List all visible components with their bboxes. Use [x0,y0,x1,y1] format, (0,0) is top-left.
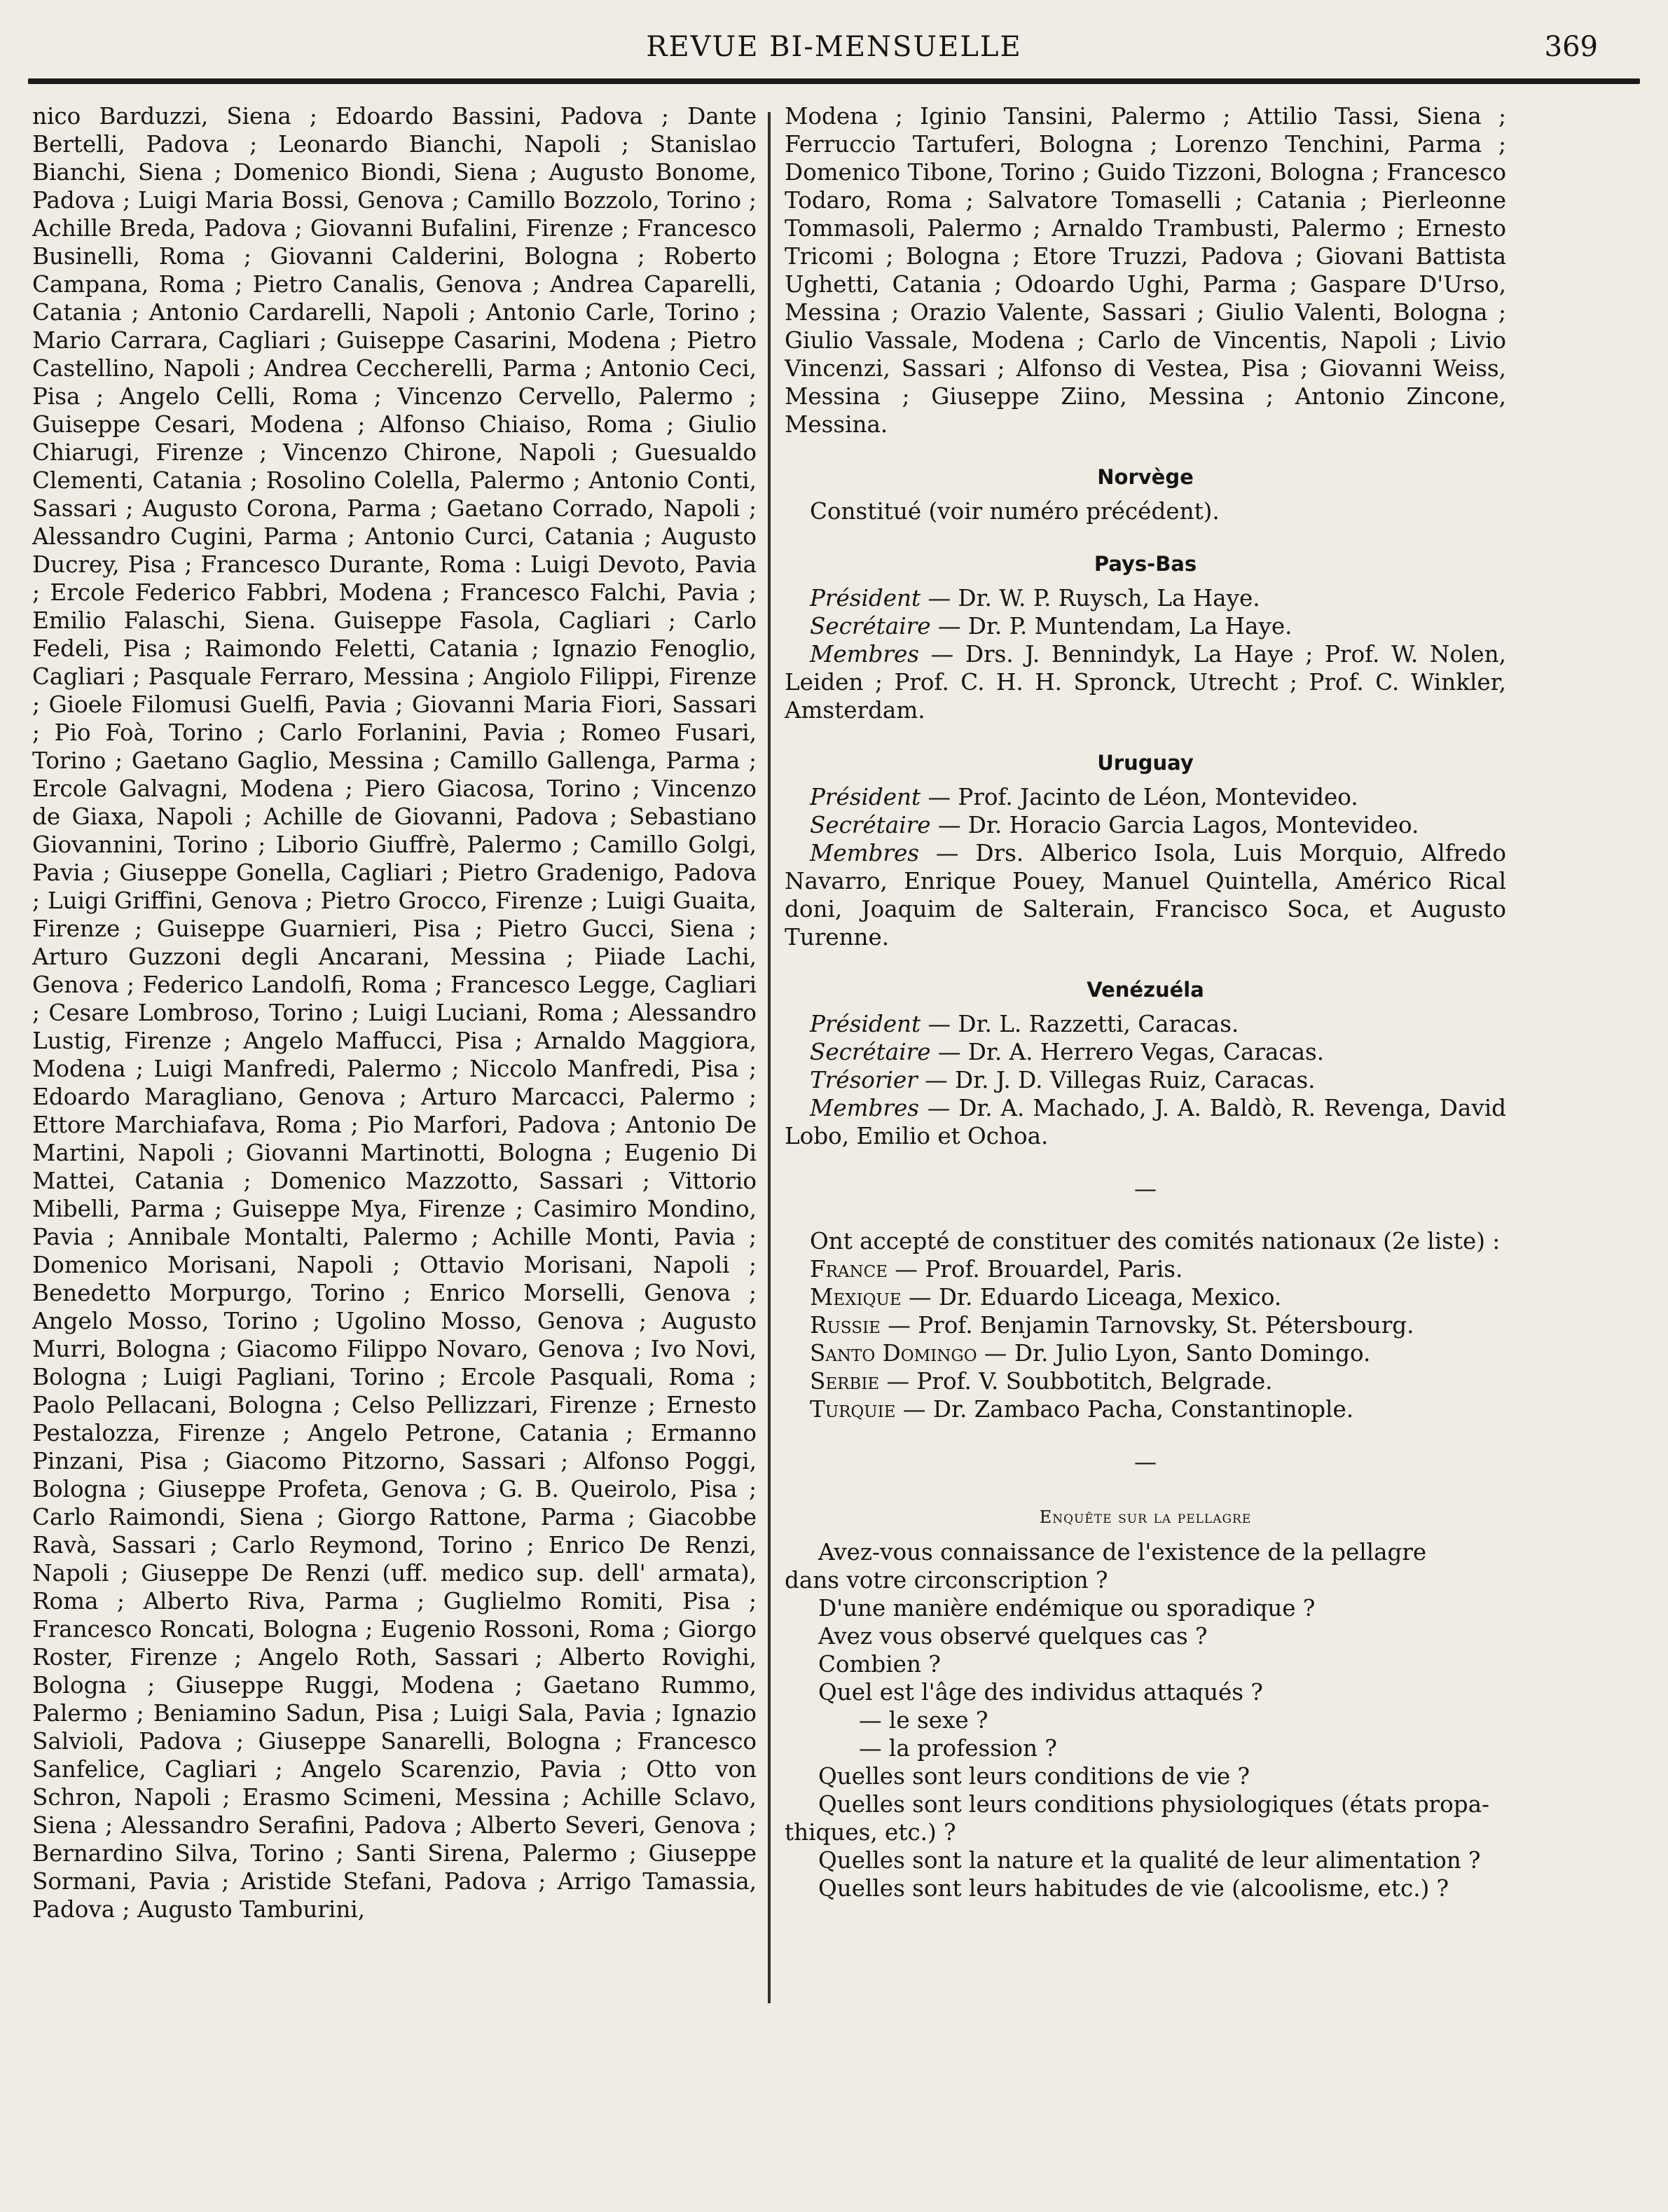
uruguay-membres [785,839,1506,951]
comite-text: — Prof. Benjamin Tarnovsky, St. Pétersbourg. [880,1312,1414,1339]
pays-bas-membres [785,640,1506,724]
role-text: — Dr. W. P. Ruysch, La Haye. [921,585,1260,611]
enquete-question-cont: dans votre circonscription ? [785,1567,1108,1594]
role-text: — Dr. Horacio Garcia Lagos, Montevideo. [930,812,1419,838]
comite-entry [785,1395,1506,1423]
uruguay-president [785,783,1506,811]
country-name: Mexique [810,1284,902,1311]
country-name: Russie [810,1312,881,1339]
header-rule [28,78,1640,84]
page-number: 369 [1544,31,1598,63]
enquete-question: — la profession ? [859,1735,1057,1762]
enquete-question: Quel est l'âge des individus attaqués ? [818,1679,1263,1706]
role-label: Président [810,585,921,611]
section-title-uruguay: Uruguay [1097,751,1194,775]
member-list-italy: nico Barduzzi, Siena ; Edoardo Bassini, Padova ; Dante Bertelli, Padova ; Leonardo Bianchi, Napoli ; Stanislao Bianchi, Siena ; Domenico Biondi, Siena ; Augusto Bonome, Padova ; Luigi Maria Bossi, Genova ; Camillo Bozzolo, Torino ; Achille Breda, Padova ; Giovanni Bufalini, Firenze ; Francesco Businelli, Roma ; Giovanni Calderini, Bologna ; Roberto Campana, Roma ; Pietro Canalis, Genova ; Andrea Caparelli, Catania ; Antonio Cardarelli, Napoli ; Antonio Carle, Torino ; Mario Carrara, Cagliari ; Guiseppe Casarini, Modena ; Pietro Castellino, Napoli ; Andrea Ceccherelli, Parma ; Antonio Ceci, Pisa ; Angelo Celli, Roma ; Vincenzo Cervello, Palermo ; Guiseppe Cesari, Modena ; Alfonso Chiaiso, Roma ; Giulio Chiarugi, Firenze ; Vincenzo Chirone, Napoli ; Guesualdo Clementi, Catania ; Rosolino Colella, Palermo ; Antonio Conti, Sassari ; Augusto Corona, Parma ; Gaetano Corrado, Napoli ; Alessandro Cugini, Parma ; Antonio Curci, Catania ; Augusto Ducrey, Pisa ; Francesco Durante, Roma : Luigi Devoto, Pavia ; Ercole Federico Fabbri, Modena ; Francesco Falchi, Pavia ; Emilio Falaschi, Siena. Guiseppe Fasola, Cagliari ; Carlo Fedeli, Pisa ; Raimondo Feletti, Catania ; Ignazio Fenoglio, Cagliari ; Pasquale Ferraro, Messina ; Angiolo Filippi, Firenze ; Gioele Filomusi Guelfi, Pavia ; Giovanni Maria Fiori, Sassari ; Pio Foà, Torino ; Carlo Forlanini, Pavia ; Romeo Fusari, Torino ; Gaetano Gaglio, Messina ; Camillo Gallenga, Parma ; Ercole Galvagni, Modena ; Piero Giacosa, Torino ; Vincenzo de Giaxa, Napoli ; Achille de Giovanni, Padova ; Sebastiano Giovannini, Torino ; Liborio Giuffrè, Palermo ; Camillo Golgi, Pavia ; Giuseppe Gonella, Cagliari ; Pietro Gradenigo, Padova ; Luigi Griffini, Genova ; Pietro Grocco, Firenze ; Luigi Guaita, Firenze ; Guiseppe Guarnieri, Pisa ; Pietro Gucci, Siena ; Arturo Guzzoni degli Ancarani, Messina ; Piiade Lachi, Genova ; Federico Landolfi, Roma ; Francesco Legge, Cagliari ; Cesare Lombroso, Torino ; Luigi Luciani, Roma ; Alessandro Lustig, Firenze ; Angelo Maffucci, Pisa ; Arnaldo Maggiora, Modena ; Luigi Manfredi, Palermo ; Niccolo Manfredi, Pisa ; Edoardo Maragliano, Genova ; Arturo Marcacci, Palermo ; Ettore Marchiafava, Roma ; Pio Marfori, Padova ; Antonio De Martini, Napoli ; Giovanni Martinotti, Bologna ; Eugenio Di Mattei, Catania ; Domenico Mazzotto, Sassari ; Vittorio Mibelli, Parma ; Guiseppe Mya, Firenze ; Casimiro Mondino, Pavia ; Annibale Montalti, Palermo ; Achille Monti, Pavia ; Domenico Morisani, Napoli ; Ottavio Morisani, Napoli ; Benedetto Morpurgo, Torino ; Enrico Morselli, Genova ; Angelo Mosso, Torino ; Ugolino Mosso, Genova ; Augusto Murri, Bologna ; Giacomo Filippo Novaro, Genova ; Ivo Novi, Bologna ; Luigi Pagliani, Torino ; Ercole Pasquali, Roma ; Paolo Pellacani, Bologna ; Celso Pellizzari, Firenze ; Ernesto Pestalozza, Firenze ; Angelo Petrone, Catania ; Ermanno Pinzani, Pisa ; Giacomo Pitzorno, Sassari ; Alfonso Poggi, Bologna ; Giuseppe Profeta, Genova ; G. B. Queirolo, Pisa ; Carlo Raimondi, Siena ; Giorgo Rattone, Parma ; Giacobbe Ravà, Sassari ; Carlo Reymond, Torino ; Enrico De Renzi, Napoli ; Giuseppe De Renzi (uff. medico sup. dell' armata), Roma ; Alberto Riva, Parma ; Guglielmo Romiti, Pisa ; Francesco Roncati, Bologna ; Eugenio Rossoni, Roma ; Giorgo Roster, Firenze ; Angelo Roth, Sassari ; Alberto Rovighi, Bologna ; Giuseppe Ruggi, Modena ; Gaetano Rummo, Palermo ; Beniamino Sadun, Pisa ; Luigi Sala, Pavia ; Ignazio Salvioli, Padova ; Giuseppe Sanarelli, Bologna ; Francesco Sanfelice, Cagliari ; Angelo Scarenzio, Pavia ; Otto von Schron, Napoli ; Erasmo Scimeni, Messina ; Achille Sclavo, Siena ; Alessandro Serafini, Padova ; Alberto Severi, Genova ; Bernardino Silva, Torino ; Santi Sirena, Palermo ; Giuseppe Sormani, Pavia ; Aristide Stefani, Padova ; Arrigo Tamassia, Padova ; Augusto Tamburini, [32,103,757,1923]
venezuela-membres [785,1094,1506,1150]
role-label: Secrétaire [810,613,931,640]
role-label: Président [810,784,921,810]
enquete-question: Quelles sont leurs conditions de vie ? [818,1763,1250,1790]
role-label: Secrétaire [810,812,931,838]
role-label: Membres [810,840,919,866]
enquete-question: — le sexe ? [859,1707,988,1734]
country-name: Turquie [810,1396,896,1423]
section-title-pays-bas: Pays-Bas [1094,552,1197,576]
section-title-venezuela: Venézuéla [1087,978,1204,1002]
section-title-norvege: Norvège [1097,465,1194,489]
enquete-question-cont: thiques, etc.) ? [785,1819,956,1846]
role-label: Trésorier [810,1067,918,1093]
page-header [28,25,1640,88]
norvege-text: Constitué (voir numéro précédent). [810,498,1220,525]
role-text: — Dr. P. Muntendam, La Haye. [930,613,1293,640]
enquete-question: Quelles sont la nature et la qualité de leur alimentation ? [818,1847,1481,1874]
comite-entry [785,1339,1506,1367]
comite-text: — Dr. Zambaco Pacha, Constantinople. [895,1396,1354,1423]
role-text: — Drs. Alberico Isola, Luis Morquio, Alfredo Navarro, Enrique Pouey, Manuel Quintella, Américo Rical doni, Joaquim de Salterain, Francisco Soca, et Augusto Turenne. [785,840,1506,951]
comite-text: — Dr. Eduardo Liceaga, Mexico. [901,1284,1282,1311]
enquete-question: Avez vous observé quelques cas ? [818,1623,1208,1650]
role-text: — Dr. J. D. Villegas Ruiz, Caracas. [917,1067,1316,1093]
comite-text: — Dr. Julio Lyon, Santo Domingo. [977,1340,1371,1367]
role-text: — Dr. A. Machado, J. A. Baldò, R. Revenga, David Lobo, Emilio et Ochoa. [785,1095,1506,1149]
uruguay-secretaire [785,811,1506,839]
pays-bas-secretaire [785,612,1506,640]
comite-text: — Prof. V. Soubbotitch, Belgrade. [879,1368,1273,1395]
venezuela-secretaire [785,1038,1506,1066]
comite-entry [785,1311,1506,1339]
section-separator: — [1134,1175,1157,1202]
role-text: — Dr. A. Herrero Vegas, Caracas. [930,1039,1325,1065]
role-text: — Drs. J. Bennindyk, La Haye ; Prof. W. Nolen, Leiden ; Prof. C. H. H. Spronck, Utrecht ; Prof. C. Winkler, Amsterdam. [785,641,1506,724]
comite-text: — Prof. Brouardel, Paris. [888,1256,1183,1283]
section-separator: — [1134,1449,1157,1475]
enquete-question: D'une manière endémique ou sporadique ? [818,1595,1316,1622]
enquete-question: Quelles sont leurs conditions physiologiques (états propa- [818,1791,1490,1818]
role-label: Membres [810,1095,919,1121]
role-text: — Prof. Jacinto de Léon, Montevideo. [921,784,1358,810]
pays-bas-president [785,584,1506,612]
enquete-question: Avez-vous connaissance de l'existence de la pellagre [818,1539,1427,1565]
comite-entry [785,1367,1506,1395]
role-label: Président [810,1011,921,1037]
venezuela-tresorier [785,1066,1506,1094]
right-column [785,102,1506,1902]
country-name: Santo Domingo [810,1340,977,1367]
column-divider [768,112,771,2003]
enquete-question: Combien ? [818,1651,941,1678]
running-head: REVUE BI-MENSUELLE [646,31,1022,63]
role-text: — Dr. L. Razzetti, Caracas. [921,1011,1239,1037]
comites-intro: Ont accepté de constituer des comités nationaux (2e liste) : [810,1228,1501,1254]
venezuela-president [785,1010,1506,1038]
comite-entry [785,1283,1506,1311]
comite-entry [785,1255,1506,1283]
country-name: France [810,1256,888,1283]
country-name: Serbie [810,1368,880,1395]
left-column [32,102,757,1923]
member-list-continuation: Modena ; Iginio Tansini, Palermo ; Attilio Tassi, Siena ; Ferruccio Tartuferi, Bologna ; Lorenzo Tenchini, Parma ; Domenico Tibone, Torino ; Guido Tizzoni, Bologna ; Francesco Todaro, Roma ; Salvatore Tomaselli ; Catania ; Pierleonne Tommasoli, Palermo ; Arnaldo Trambusti, Palermo ; Ernesto Tricomi ; Bologna ; Etore Truzzi, Padova ; Giovani Battista Ughetti, Catania ; Odoardo Ughi, Parma ; Gaspare D'Urso, Messina ; Orazio Valente, Sassari ; Giulio Valenti, Bologna ; Giulio Vassale, Modena ; Carlo de Vincentis, Napoli ; Livio Vincenzi, Sassari ; Alfonso di Vestea, Pisa ; Giovanni Weiss, Messina ; Giuseppe Ziino, Messina ; Antonio Zincone, Messina. [785,103,1506,438]
enquete-question: Quelles sont leurs habitudes de vie (alcoolisme, etc.) ? [818,1875,1449,1902]
role-label: Membres [810,641,919,668]
role-label: Secrétaire [810,1039,931,1065]
enquete-title: Enquête sur la pellagre [1039,1507,1252,1527]
